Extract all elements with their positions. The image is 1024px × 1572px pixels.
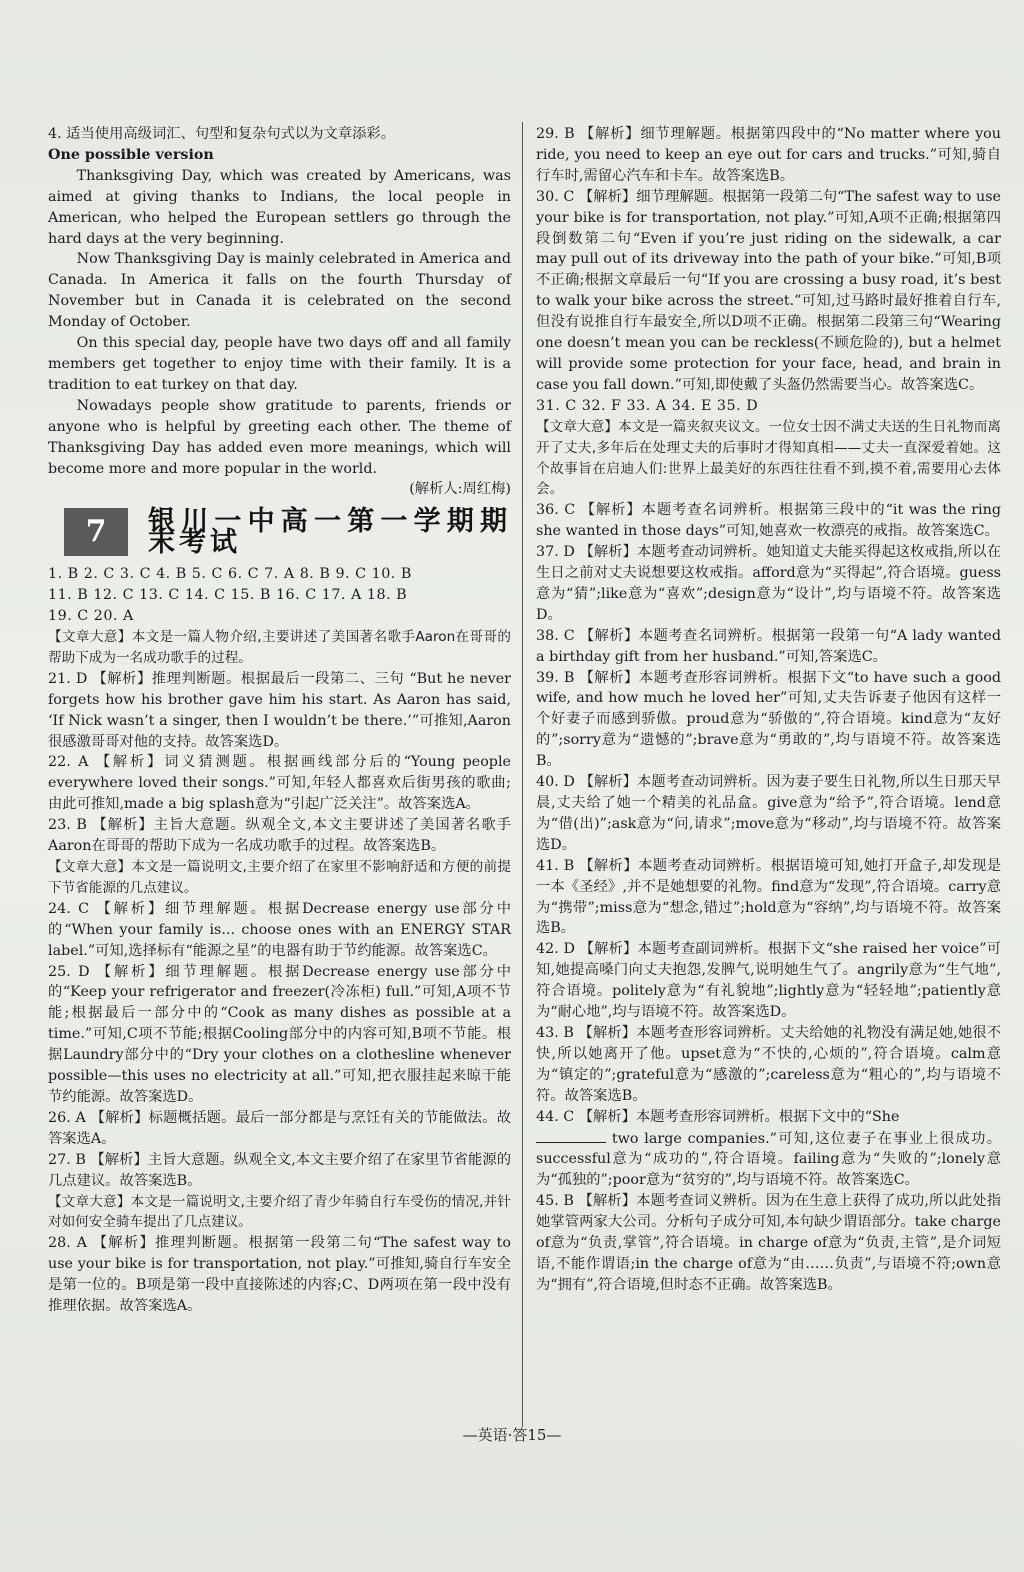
article-summary: 【文章大意】本文是一篇说明文,主要介绍了青少年骑自行车受伤的情况,并针对如何安全骑车提出了几点建议。 — [48, 1193, 511, 1231]
explanation-43: 43. B 【解析】本题考查形容词辨析。丈夫给她的礼物没有满足她,她很不快,所以她离开了他。upset意为“不快的,心烦的”,符合语境。calm意为“镇定的”;grateful意为“感激的”;careless意为“粗心的”,均与语境不符。故答案选B。 — [536, 1024, 1001, 1104]
explanation-24: 24. C 【解析】细节理解题。根据Decrease energy use部分中的“When your family is... choose ones with an ENERGY STAR label.”可知,选择标有“能源之星”的电器有助于节约能源。故答案选C。 — [48, 900, 511, 959]
column-divider — [522, 122, 523, 1427]
article-summary: 【文章大意】本文是一篇人物介绍,主要讲述了美国著名歌手Aaron在哥哥的帮助下成为一名成功歌手的过程。 — [48, 629, 511, 666]
page-footer: —英语·答15— — [462, 1426, 562, 1444]
answer-key-row-2: 11. B 12. C 13. C 14. C 15. B 16. C 17. A 18. B — [48, 587, 408, 604]
section-header — [48, 506, 511, 558]
answer-key-row-31: 31. C 32. F 33. A 34. E 35. D — [536, 397, 759, 414]
explanation-25: 25. D 【解析】细节理解题。根据Decrease energy use部分中的“Keep your refrigerator and freezer(冷冻柜) full.”可知,A项不节能;根据最后一部分中的“Cook as many dishes as possible at a time.”可知,C项不节能;根据Cooling部分中的内容可知,B项不节能。根据Laundry部分中的“Dry your clothes on a clothesline whenever possible—this uses no electricity at all.”可知,把衣服挂起来晾干能节约能源。故答案选D。 — [48, 963, 511, 1105]
answer-key-row-1: 1. B 2. C 3. C 4. B 5. C 6. C 7. A 8. B 9. C 10. B — [48, 566, 412, 583]
explanation-27: 27. B 【解析】主旨大意题。纵观全文,本文主要介绍了在家里节省能源的几点建议。故答案选B。 — [48, 1151, 511, 1189]
explanation-38: 38. C 【解析】本题考查名词辨析。根据第一段第一句“A lady wanted a birthday gift from her husband.”可知,答案选C。 — [536, 627, 1001, 665]
essay-paragraph-3: On this special day, people have two days off and all family members get together to enjoy time with their family. It is a tradition to eat turkey on that day. — [48, 335, 511, 393]
explanation-42: 42. D 【解析】本题考查副词辨析。根据下文“she raised her voice”可知,她提高嗓门向丈夫抱怨,发脾气,说明她生气了。angrily意为“生气地”,符合语境。politely意为“有礼貌地”;lightly意为“轻轻地”;patiently意为“耐心地”,均与语境不符。故答案选D。 — [536, 941, 1001, 1021]
explanation-29: 29. B 【解析】细节理解题。根据第四段中的“No matter where you ride, you need to keep an eye out for cars and trucks.”可知,骑自行车时,需留心汽车和卡车。故答案选B。 — [536, 126, 1001, 184]
explanation-28: 28. A 【解析】推理判断题。根据第一段第二句“The safest way to use your bike is for transportation, not play.”可推知,骑自行车安全是第一位的。B项是第一段中直接陈述的内容;C、D两项在第一段中没有推理依据。故答案选A。 — [48, 1235, 511, 1315]
answer-key-row-3: 19. C 20. A — [48, 608, 134, 625]
right-column — [536, 124, 1001, 1296]
section-number-badge: 7 — [64, 508, 128, 556]
explanation-22: 22. A 【解析】词义猜测题。根据画线部分后的“Young people everywhere loved their songs.”可知,年轻人都喜欢后街男孩的歌曲;由此可推知,made a big splash意为“引起广泛关注”。故答案选A。 — [48, 754, 511, 813]
explanation-30: 30. C 【解析】细节理解题。根据第一段第二句“The safest way to use your bike is for transportation, not play.”可知,A项不正确;根据第四段倒数第二句“Even if you’re just riding on the sidewalk, a car may pull out of its driveway into the path of your bike.”可知,B项不正确;根据文章最后一句“If you are crossing a busy road, it’s best to walk your bike across the street.”可知,过马路时最好推着自行车,但没有说推自行车最安全,所以D项不正确。根据第二段第三句“Wearing one doesn’t mean you can be reckless(不顾危险的), but a helmet will provide some protection for your face, head, and brain in case you fall down.”可知,即使戴了头盔仍然需要当心。故答案选C。 — [536, 188, 1001, 393]
explanation-41: 41. B 【解析】本题考查动词辨析。根据语境可知,她打开盒子,却发现是一本《圣经》,并不是她想要的礼物。find意为“发现”,符合语境。carry意为“携带”;miss意为“想念,错过”;hold意为“容纳”,均与语境不符。故答案选B。 — [536, 857, 1001, 937]
explanation-44-rest: two large companies.”可知,这位妻子在事业上很成功。successful意为“成功的”,符合语境。failing意为“失败的”;lonely意为“孤独的”;poor意为“贫穷的”,均与语境不符。故答案选C。 — [536, 1130, 1002, 1189]
article-summary: 【文章大意】本文是一篇夹叙夹议文。一位女士因不满丈夫送的生日礼物而离开了丈夫,多年后在处理丈夫的后事时才得知真相——丈夫一直深爱着她。这个故事旨在启迪人们:世界上最美好的东西往往看不到,摸不着,需要用心去体会。 — [536, 418, 1001, 498]
writing-tip: 4. 适当使用高级词汇、句型和复杂句式以为文章添彩。 — [48, 126, 396, 142]
fill-blank — [536, 1128, 606, 1143]
section-title: 银川一中高一第一学期期末考试 — [148, 506, 511, 559]
explanation-36: 36. C 【解析】本题考查名词辨析。根据第三段中的“it was the ring she wanted in those days”可知,她喜欢一枚漂亮的戒指。故答案选C。 — [536, 502, 1001, 540]
explanation-40: 40. D 【解析】本题考查动词辨析。因为妻子要生日礼物,所以生日那天早晨,丈夫给了她一个精美的礼品盒。give意为“给予”,符合语境。lend意为“借(出)”;ask意为“问,请求”;move意为“移动”,均与语境不符。故答案选D。 — [536, 774, 1001, 853]
essay-paragraph-4: Nowadays people show gratitude to parents, friends or anyone who is helpful by greeting each other. The theme of Thanksgiving Day has added even more meanings, which will become more and more popular in the world. — [48, 397, 511, 477]
explanation-45: 45. B 【解析】本题考查词义辨析。因为在生意上获得了成功,所以此处指她掌管两家大公司。分析句子成分可知,本句缺少谓语部分。take charge of意为“负责,掌管”,符合语境。in charge of意为“负责,主管”,是介词短语,不能作谓语;in the charge of意为“由……负责”,与语境不符;own意为“拥有”,符合语境,但时态不正确。故答案选B。 — [536, 1193, 1001, 1293]
explanation-26: 26. A 【解析】标题概括题。最后一部分都是与烹饪有关的节能做法。故答案选A。 — [48, 1109, 511, 1147]
essay-paragraph-2: Now Thanksgiving Day is mainly celebrated in America and Canada. In America it falls on the fourth Thursday of November but in Canada it is celebrated on the second Monday of October. — [48, 251, 511, 331]
explanation-44-start: 44. C 【解析】本题考查形容词辨析。根据下文中的“She — [536, 1108, 900, 1125]
analyst-credit: (解析人:周红梅) — [409, 481, 511, 498]
essay-paragraph-1: Thanksgiving Day, which was created by Americans, was aimed at giving thanks to Indians, the local people in American, who helped the European settlers go through the hard days at the very beginning. — [48, 167, 511, 247]
explanation-44 — [536, 1107, 1001, 1192]
explanation-23: 23. B 【解析】主旨大意题。纵观全文,本文主要讲述了美国著名歌手Aaron在哥哥的帮助下成为一名成功歌手的过程。故答案选B。 — [48, 817, 511, 855]
explanation-21: 21. D 【解析】推理判断题。根据最后一段第二、三句 “But he never forgets how his brother gave him his start. As Aaron has said, ‘If Nick wasn’t a singer, then I wouldn’t be there.’”可推知,Aaron很感激哥哥对他的支持。故答案选D。 — [48, 670, 511, 750]
version-label: One possible version — [48, 146, 214, 163]
explanation-39: 39. B 【解析】本题考查形容词辨析。根据下文“to have such a good wife, and how much he loved her”可知,丈夫告诉妻子他因有这样一个好妻子而感到骄傲。proud意为“骄傲的”,符合语境。kind意为“友好的”;sorry意为“遗憾的”;brave意为“勇敢的”,均与语境不符。故答案选B。 — [536, 669, 1001, 770]
explanation-37: 37. D 【解析】本题考查动词辨析。她知道丈夫能买得起这枚戒指,所以在生日之前对丈夫说想要这枚戒指。afford意为“买得起”,符合语境。guess意为“猜”;like意为“喜欢”;design意为“设计”,均与语境不符。故答案选D。 — [536, 544, 1001, 623]
article-summary: 【文章大意】本文是一篇说明文,主要介绍了在家里不影响舒适和方便的前提下节省能源的几点建议。 — [48, 859, 511, 896]
left-column — [48, 124, 511, 1317]
